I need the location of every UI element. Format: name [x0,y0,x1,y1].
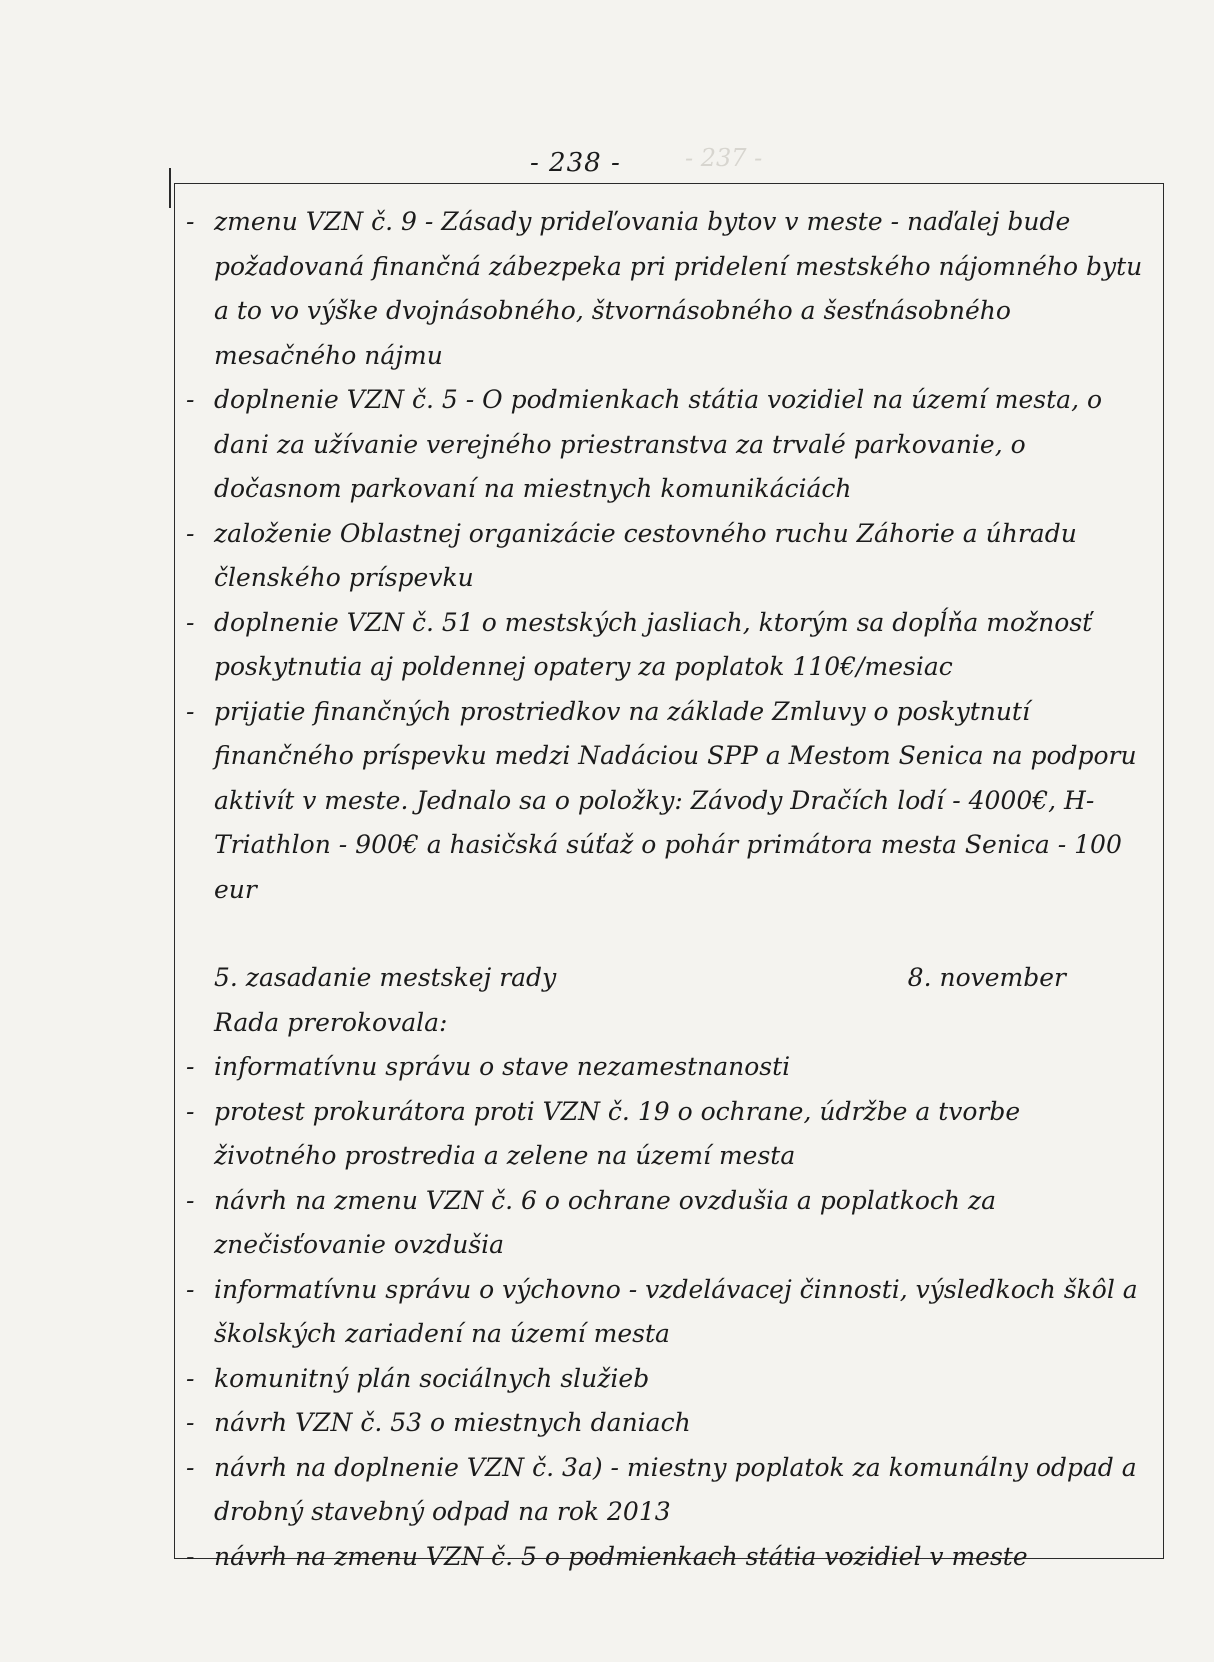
list-item-text: založenie Oblastnej organizácie cestovného ruchu Záhorie a úhradu členského príspevku [214,518,1077,592]
list-item [186,378,1146,512]
list-dash: - [186,207,195,236]
list-item-text: návrh na zmenu VZN č. 6 o ochrane ovzdušia a poplatkoch za znečisťovanie ovzdušia [214,1185,997,1259]
section-gap [186,912,1146,956]
list-item-text: prijatie finančných prostriedkov na základe Zmluvy o poskytnutí finančného príspevku medzi Nadáciou SPP a Mestom Senica na podporu aktivít v meste. Jednalo sa o položky: Závody Dračích lodí - 4000€, H-Triathlon - 900€ a hasičská súťaž o pohár primátora mesta Senica - 100 eur [214,696,1137,904]
list-dash: - [186,1274,195,1304]
council-intro: Rada prerokovala: [214,1007,448,1037]
page-number: - 238 - [530,148,621,178]
list-item-text: návrh VZN č. 53 o miestnych daniach [214,1408,691,1437]
list-dash: - [186,696,195,726]
list-item [186,1357,1146,1402]
list-dash: - [186,1408,195,1437]
list-dash: - [186,1541,195,1571]
list-item-text: informatívnu správu o stave nezamestnanosti [214,1052,791,1081]
list-dash: - [186,1452,195,1482]
list-dash: - [186,1185,195,1215]
list-item-text: návrh na zmenu VZN č. 5 o podmienkach státia vozidiel v meste [214,1541,1028,1571]
session-date: 8. november [907,963,1066,992]
list-item [186,1446,1146,1535]
list-item [186,690,1146,913]
list-item [186,1179,1146,1268]
list-item [186,512,1146,601]
list-item-text: zmenu VZN č. 9 - Zásady prideľovania bytov v meste - naďalej bude požadovaná finančná zábezpeka pri pridelení mestského nájomného bytu a to vo výške dvojnásobného, štvornásobného a šesťnásobného mesačného nájmu [214,207,1143,370]
list-item-text: návrh na doplnenie VZN č. 3a) - miestny poplatok za komunálny odpad a drobný stavebný odpad na rok 2013 [214,1452,1137,1526]
bleed-through-page-number: - 237 - [685,144,763,172]
list-item [186,200,1146,378]
list-item-text: doplnenie VZN č. 5 - O podmienkach státia vozidiel na území mesta, o dani za užívanie verejného priestranstva za trvalé parkovanie, o dočasnom parkovaní na miestnych komunikáciách [214,385,1103,503]
list-dash: - [186,607,195,637]
list-dash: - [186,518,195,548]
handwritten-text-block [186,200,1146,1579]
list-item [186,601,1146,690]
session-heading [186,956,1146,1001]
list-dash: - [186,1052,195,1081]
list-item-text: protest prokurátora proti VZN č. 19 o ochrane, údržbe a tvorbe životného prostredia a zelene na území mesta [214,1096,1021,1170]
list-item [186,1090,1146,1179]
list-item-text: komunitný plán sociálnych služieb [214,1363,650,1393]
list-item [186,1535,1146,1580]
list-item [186,1045,1146,1090]
list-dash: - [186,385,195,414]
list-item [186,1401,1146,1446]
session-title: 5. zasadanie mestskej rady [214,963,557,992]
list-item [186,1268,1146,1357]
list-item-text: informatívnu správu o výchovno - vzdelávacej činnosti, výsledkoch škôl a školských zariadení na území mesta [214,1274,1138,1348]
list-item-text: doplnenie VZN č. 51 o mestských jasliach, ktorým sa dopĺňa možnosť poskytnutia aj poldennej opatery za poplatok 110€/mesiac [214,607,1093,681]
list-dash: - [186,1363,195,1393]
list-dash: - [186,1096,195,1126]
